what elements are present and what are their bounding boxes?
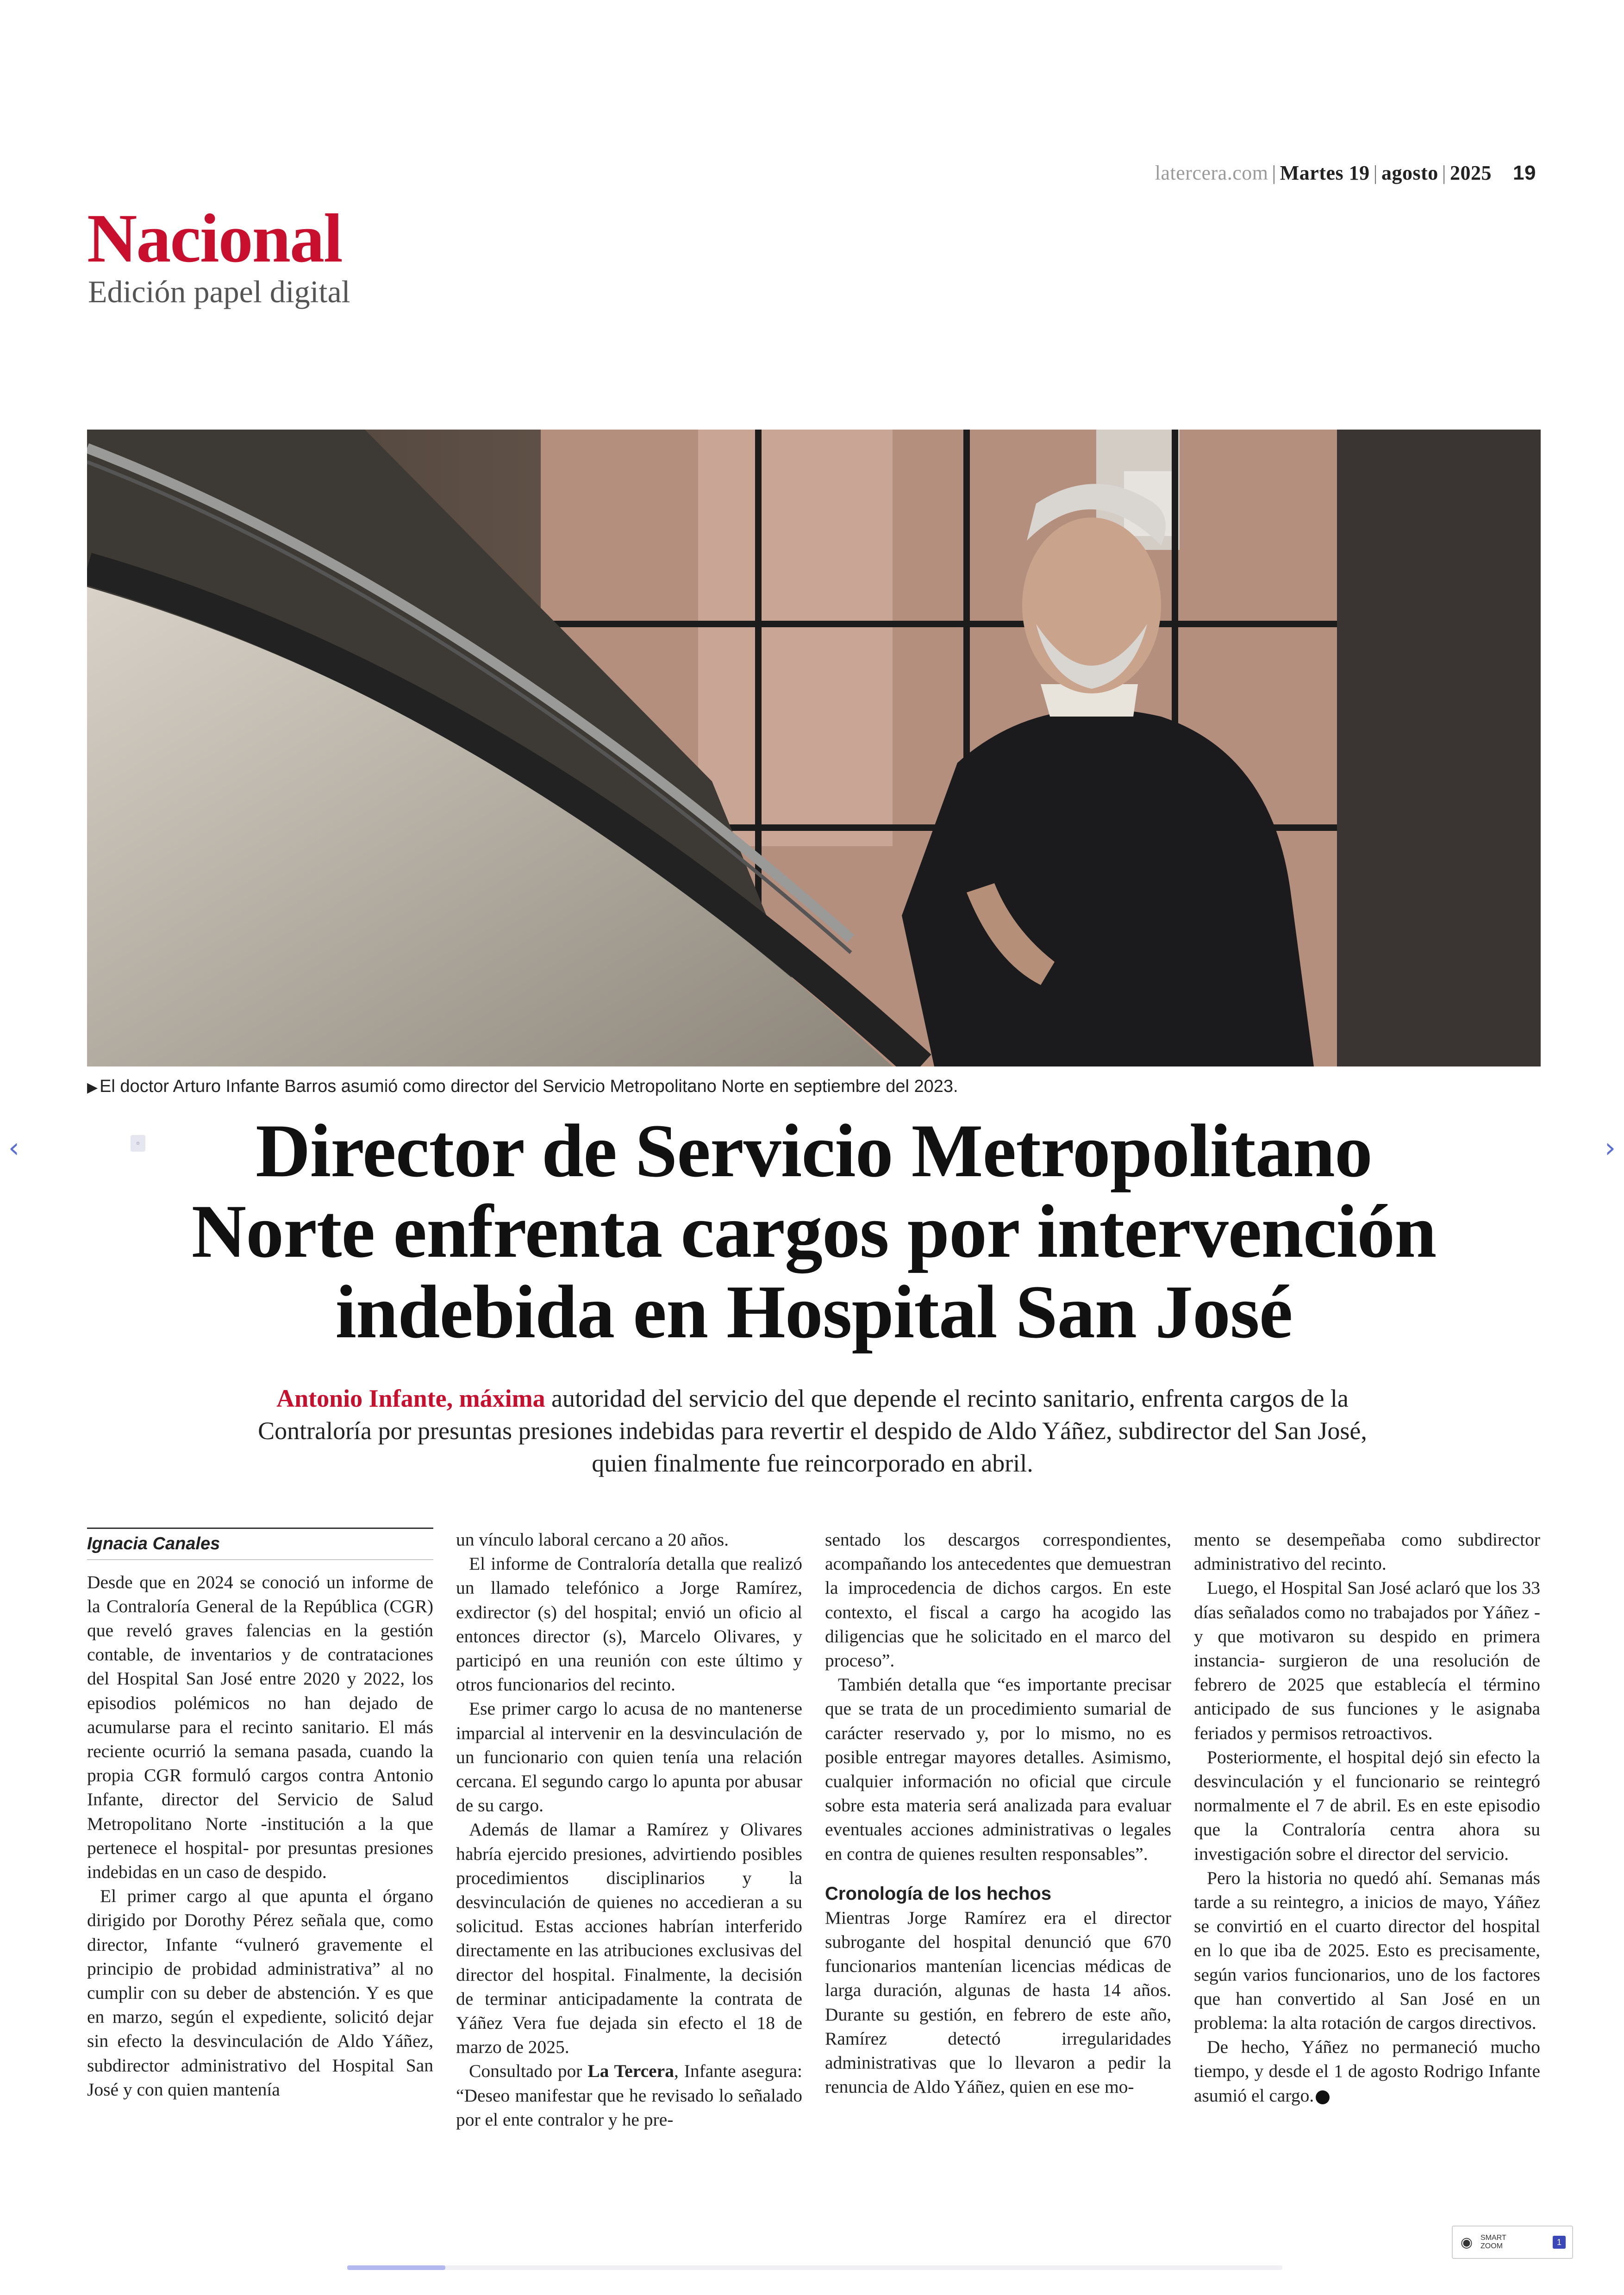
page-thumbnail-icon[interactable]: ▫	[131, 1135, 145, 1152]
zoom-badge: 1	[1553, 2236, 1566, 2249]
subheading: Cronología de los hechos	[825, 1883, 1051, 1904]
paragraph: El primer cargo al que apunta el órgano dirigido por Dorothy Pérez señala que, como director, Infante “vulneró gravemente el principio de probidad administrativa” al no cumplir con su deber de abstención. Y es que en marzo, según el expediente, solicitó dejar sin efecto la desvinculación de Aldo Yáñez, subdirector administrativo del Hospital San José y con quien mantenía	[87, 1886, 433, 2100]
date-month: agosto	[1381, 162, 1438, 184]
paragraph: Ese primer cargo lo acusa de no mantenerse imparcial al intervenir en la desvinculación de un funcionario con quien tenía una relación cercana. El segundo cargo lo apunta por abusar de su cargo.	[456, 1698, 802, 1816]
paragraph: Además de llamar a Ramírez y Olivares habría ejercido presiones, advirtiendo posibles procedimientos disciplinarios y la desvinculación de quienes no accedieran a su solicitud. Estas acciones habrían interferido directamente en las atribuciones exclusivas del director del hospital. Finalmente, la decisión de terminar anticipadamente la contrata de Yáñez Vera fue dejada sin efecto el 18 de marzo de 2025.	[456, 1819, 802, 2058]
eye-icon: ◉	[1460, 2234, 1473, 2250]
article-column-3	[825, 1528, 1171, 2099]
previous-page-icon[interactable]: ‹	[8, 1132, 19, 1164]
deck	[241, 1382, 1384, 1479]
headline-line: Director de Servicio Metropolitano	[256, 1109, 1372, 1193]
paragraph: De hecho, Yáñez no permaneció mucho tiempo, y desde el 1 de agosto Rodrigo Infante asumió el cargo.	[1194, 2037, 1540, 2106]
headline-line: indebida en Hospital San José	[335, 1270, 1293, 1354]
page-header: latercera.com | Martes 19 | agosto | 2025 19	[1155, 162, 1536, 184]
end-of-article-icon	[1316, 2090, 1330, 2104]
byline: Ignacia Canales	[87, 1528, 433, 1560]
deck-lead: Antonio Infante, máxima	[276, 1384, 545, 1412]
paragraph: También detalla que “es importante precisar que se trata de un procedimiento sumarial de carácter reservado y, por lo mismo, no es posible entregar mayores detalles. Asimismo, cualquier información no oficial que circule sobre esta materia será analizada para evaluar eventuales acciones administrativas o legales en contra de quienes resulten responsables”.	[825, 1674, 1171, 1864]
paragraph: Posteriormente, el hospital dejó sin efecto la desvinculación y el funcionario se reintegró normalmente el 7 de abril. Es en este episodio que la Contraloría centra ahora su investigación sobre el director del servicio.	[1194, 1746, 1540, 1864]
article-column-2	[456, 1528, 802, 2132]
deck-text: autoridad del servicio del que depende el recinto sanitario, enfrenta cargos de la Contraloría por presuntas presiones indebidas para revertir el despido de Aldo Yáñez, subdirector del San José, quien finalmente fue reincorporado en abril.	[258, 1384, 1367, 1477]
photo-caption: ▶ El doctor Arturo Infante Barros asumió como director del Servicio Metropolitano Norte en septiembre del 2023.	[87, 1077, 958, 1096]
next-page-icon[interactable]: ›	[1605, 1132, 1616, 1164]
date-day: Martes 19	[1280, 162, 1370, 184]
section-subtitle: Edición papel digital	[88, 274, 350, 309]
paragraph: sentado los descargos correspondientes, acompañando los antecedentes que demuestran la improcedencia de dichos cargos. En este contexto, el fiscal a cargo ha acogido las diligencias que he solicitado en el marco del proceso”.	[825, 1529, 1171, 1671]
article-column-4	[1194, 1528, 1540, 2108]
paragraph: un vínculo laboral cercano a 20 años.	[456, 1529, 729, 1550]
reading-progress-bar[interactable]	[347, 2265, 1282, 2270]
photo-caption-text: El doctor Arturo Infante Barros asumió como director del Servicio Metropolitano Norte en septiembre del 2023.	[100, 1077, 958, 1096]
paragraph: Consultado por La Tercera, Infante asegura: “Deseo manifestar que he revisado lo señalado por el ente contralor y he pre-	[456, 2061, 802, 2130]
article-column-1	[87, 1528, 433, 2102]
paragraph: Desde que en 2024 se conoció un informe de la Contraloría General de la República (CGR) que reveló graves falencias en la gestión contable, de inventarios y de contrataciones del Hospital San José entre 2020 y 2022, los episodios polémicos no han dejado de acumularse para el recinto sanitario. El más reciente ocurrió la semana pasada, cuando la propia CGR formuló cargos contra Antonio Infante, director del Servicio de Salud Metropolitano Norte -institución a la que pertenece el hospital- por presuntas presiones indebidas en un caso de despido.	[87, 1572, 433, 1883]
paragraph: El informe de Contraloría detalla que realizó un llamado telefónico a Jorge Ramírez, exdirector (s) del hospital; envió un oficio al entonces director (s), Marcelo Olivares, y participó en una reunión con este último y otros funcionarios del recinto.	[456, 1553, 802, 1695]
publication-name: La Tercera	[587, 2061, 674, 2082]
smart-zoom-button[interactable]: ◉ SMART ZOOM 1	[1452, 2226, 1573, 2259]
site-name: latercera.com	[1155, 162, 1268, 184]
paragraph: Pero la historia no quedó ahí. Semanas más tarde a su reintegro, a inicios de mayo, Yáñez se convirtió en el cuarto director del hospital en lo que iba de 2025. Esto es precisamente, según varios funcionarios, uno de los factores que han convertido al San José en un problema: la alta rotación de cargos directivos.	[1194, 1867, 1540, 2033]
date-year: 2025	[1450, 162, 1492, 184]
headline	[87, 1111, 1541, 1353]
paragraph: Luego, el Hospital San José aclaró que los 33 días señalados como no trabajados por Yáñez -y que motivaron su despido en primera instancia- surgieron de una resolución de febrero de 2025 que establecía el término anticipado de sus funciones y le asignaba feriados y permisos retroactivos.	[1194, 1578, 1540, 1743]
page-number: 19	[1513, 162, 1536, 184]
article-photo	[87, 430, 1541, 1066]
section-title: Nacional	[87, 200, 342, 277]
headline-line: Norte enfrenta cargos por intervención	[191, 1190, 1437, 1273]
reading-progress-fill	[347, 2265, 445, 2270]
paragraph: mento se desempeñaba como subdirector administrativo del recinto.	[1194, 1529, 1540, 1574]
paragraph: Mientras Jorge Ramírez era el director subrogante del hospital denunció que 670 funcionarios mantenían licencias médicas de larga duración, algunas de hasta 14 años. Durante su gestión, en febrero de este año, Ramírez detectó irregularidades administrativas que lo llevaron a pedir la renuncia de Aldo Yáñez, quien en ese mo-	[825, 1907, 1171, 2097]
